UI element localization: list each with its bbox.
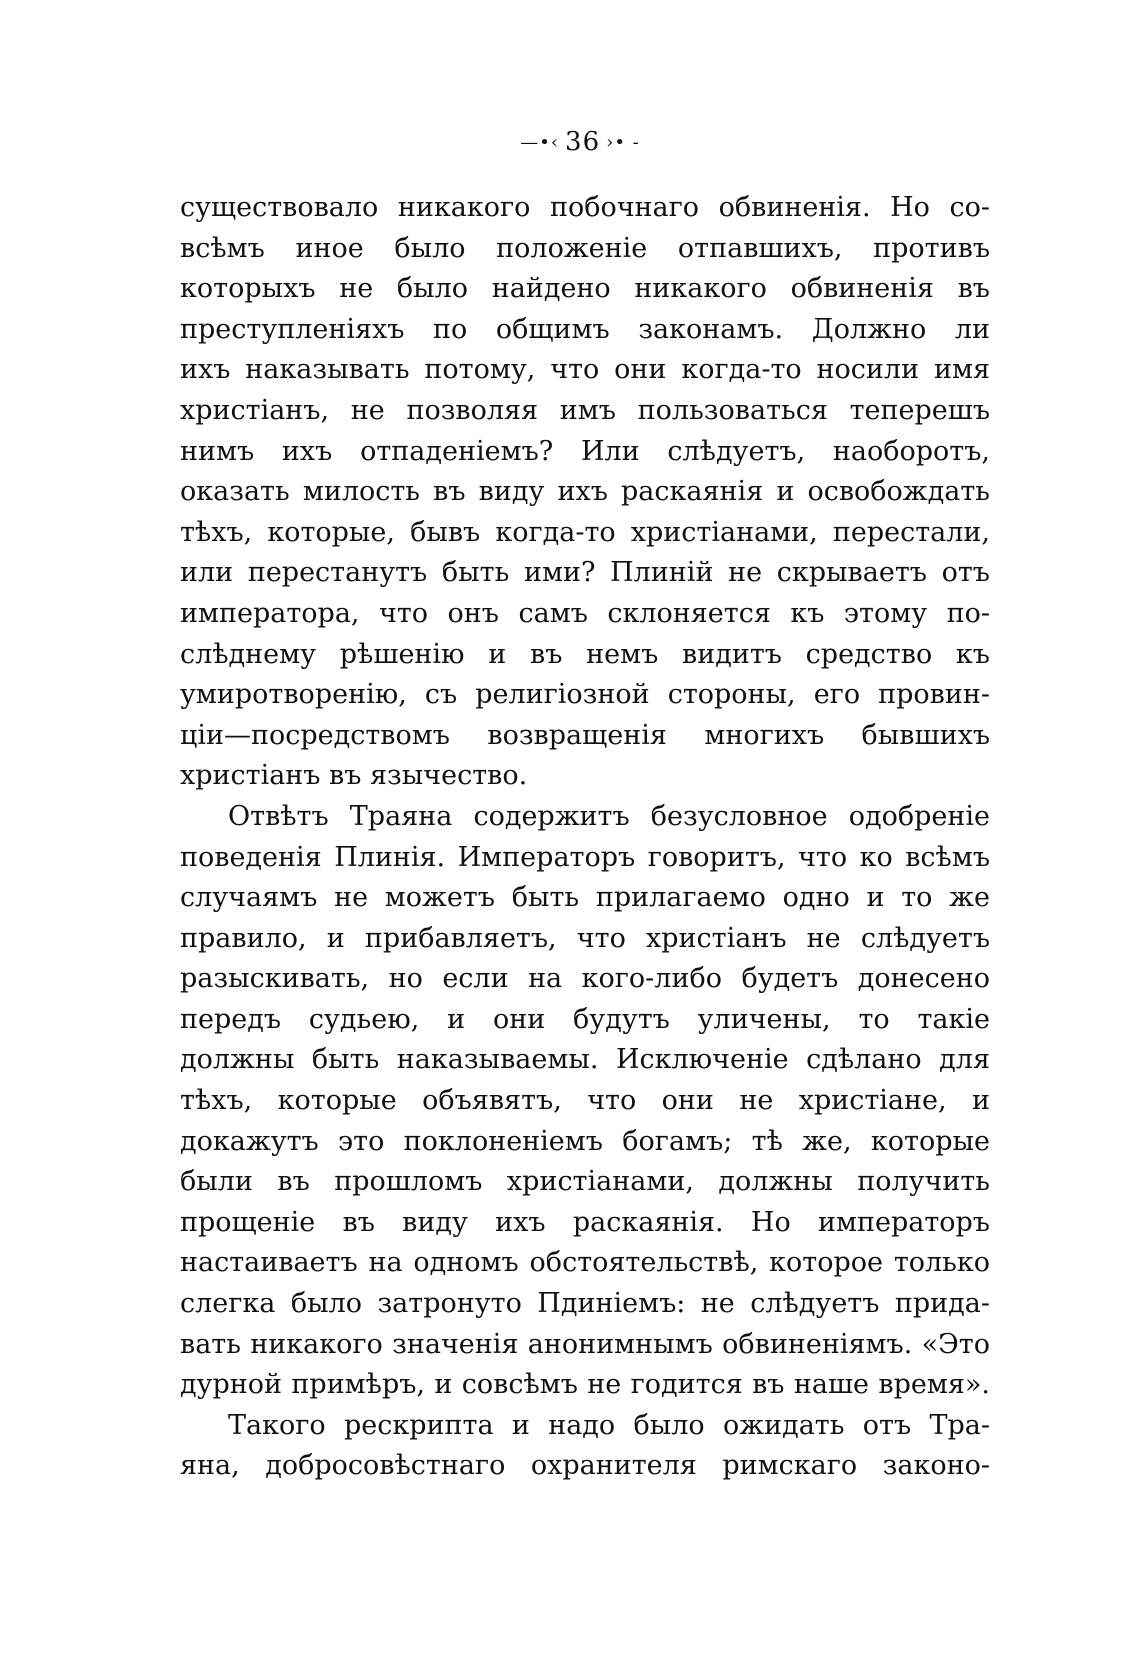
text-line: правило, и прибавляетъ, что христіанъ не слѣдуетъ: [180, 922, 990, 954]
paragraph-end-line: христіанъ въ язычество.: [180, 760, 528, 792]
text-line: были въ прошломъ христіанами, должны получить: [180, 1166, 990, 1198]
text-line: прощеніе въ виду ихъ раскаянія. Но императоръ: [180, 1206, 990, 1238]
text-line: поведенія Плинія. Императоръ говоритъ, что ко всѣмъ: [180, 841, 990, 873]
paragraph-end-line: дурной примѣръ, и совсѣмъ не годится въ наше время».: [180, 1369, 990, 1401]
text-line: разыскивать, но если на кого-либо будетъ донесено: [180, 963, 990, 995]
page-number: 36: [565, 127, 601, 157]
text-line: христіанъ, не позволяя имъ пользоваться теперешъ: [180, 394, 990, 426]
text-line: должны быть наказываемы. Исключеніе сдѣлано для: [180, 1044, 990, 1076]
text-line: тѣхъ, которые, бывъ когда-то христіанами, перестали,: [180, 516, 990, 548]
text-line: настаиваетъ на одномъ обстоятельствѣ, которое только: [180, 1247, 990, 1279]
left-ornament: —•‹: [520, 131, 560, 153]
text-line: слѣднему рѣшенію и въ немъ видитъ средство къ: [180, 638, 990, 670]
right-ornament: ›• -: [606, 131, 640, 153]
text-line: ціи—посредствомъ возвращенія многихъ бывшихъ: [180, 719, 990, 751]
text-line: которыхъ не было найдено никакого обвиненія въ: [180, 273, 990, 305]
text-line: вать никакого значенія анонимнымъ обвиненіямъ. «Это: [180, 1328, 990, 1360]
body-text: [180, 188, 990, 1487]
text-line: докажутъ это поклоненіемъ богамъ; тѣ же, которые: [180, 1125, 990, 1157]
text-line: ихъ наказывать потому, что они когда-то носили имя: [180, 354, 990, 386]
text-line: случаямъ не можетъ быть прилагаемо одно и то же: [180, 882, 990, 914]
text-line: императора, что онъ самъ склоняется къ этому по-: [180, 597, 990, 629]
text-line: преступленіяхъ по общимъ законамъ. Должно ли: [180, 313, 990, 345]
text-line: яна, добросовѣстнаго охранителя римскаго законо-: [180, 1450, 990, 1482]
text-line: всѣмъ иное было положеніе отпавшихъ, противъ: [180, 232, 990, 264]
text-line: нимъ ихъ отпаденіемъ? Или слѣдуетъ, наоборотъ,: [180, 435, 990, 467]
text-line: слегка было затронуто Пдиніемъ: не слѣдуетъ прида-: [180, 1288, 990, 1320]
text-line: оказать милость въ виду ихъ раскаянія и освобождать: [180, 476, 990, 508]
text-line: передъ судьею, и они будутъ уличены, то такіе: [180, 1003, 990, 1035]
text-line: тѣхъ, которые объявятъ, что они не христіане, и: [180, 1085, 990, 1117]
paragraph-start-line: Такого рескрипта и надо было ожидать отъ Тра-: [228, 1409, 990, 1441]
text-line: или перестанутъ быть ими? Плиній не скрываетъ отъ: [180, 557, 990, 589]
paragraph-start-line: Отвѣтъ Траяна содержитъ безусловное одобреніе: [228, 800, 990, 832]
page-header: [500, 124, 660, 160]
text-line: существовало никакого побочнаго обвиненія. Но со-: [180, 192, 990, 223]
text-line: умиротворенію, съ религіозной стороны, его провин-: [180, 679, 990, 711]
